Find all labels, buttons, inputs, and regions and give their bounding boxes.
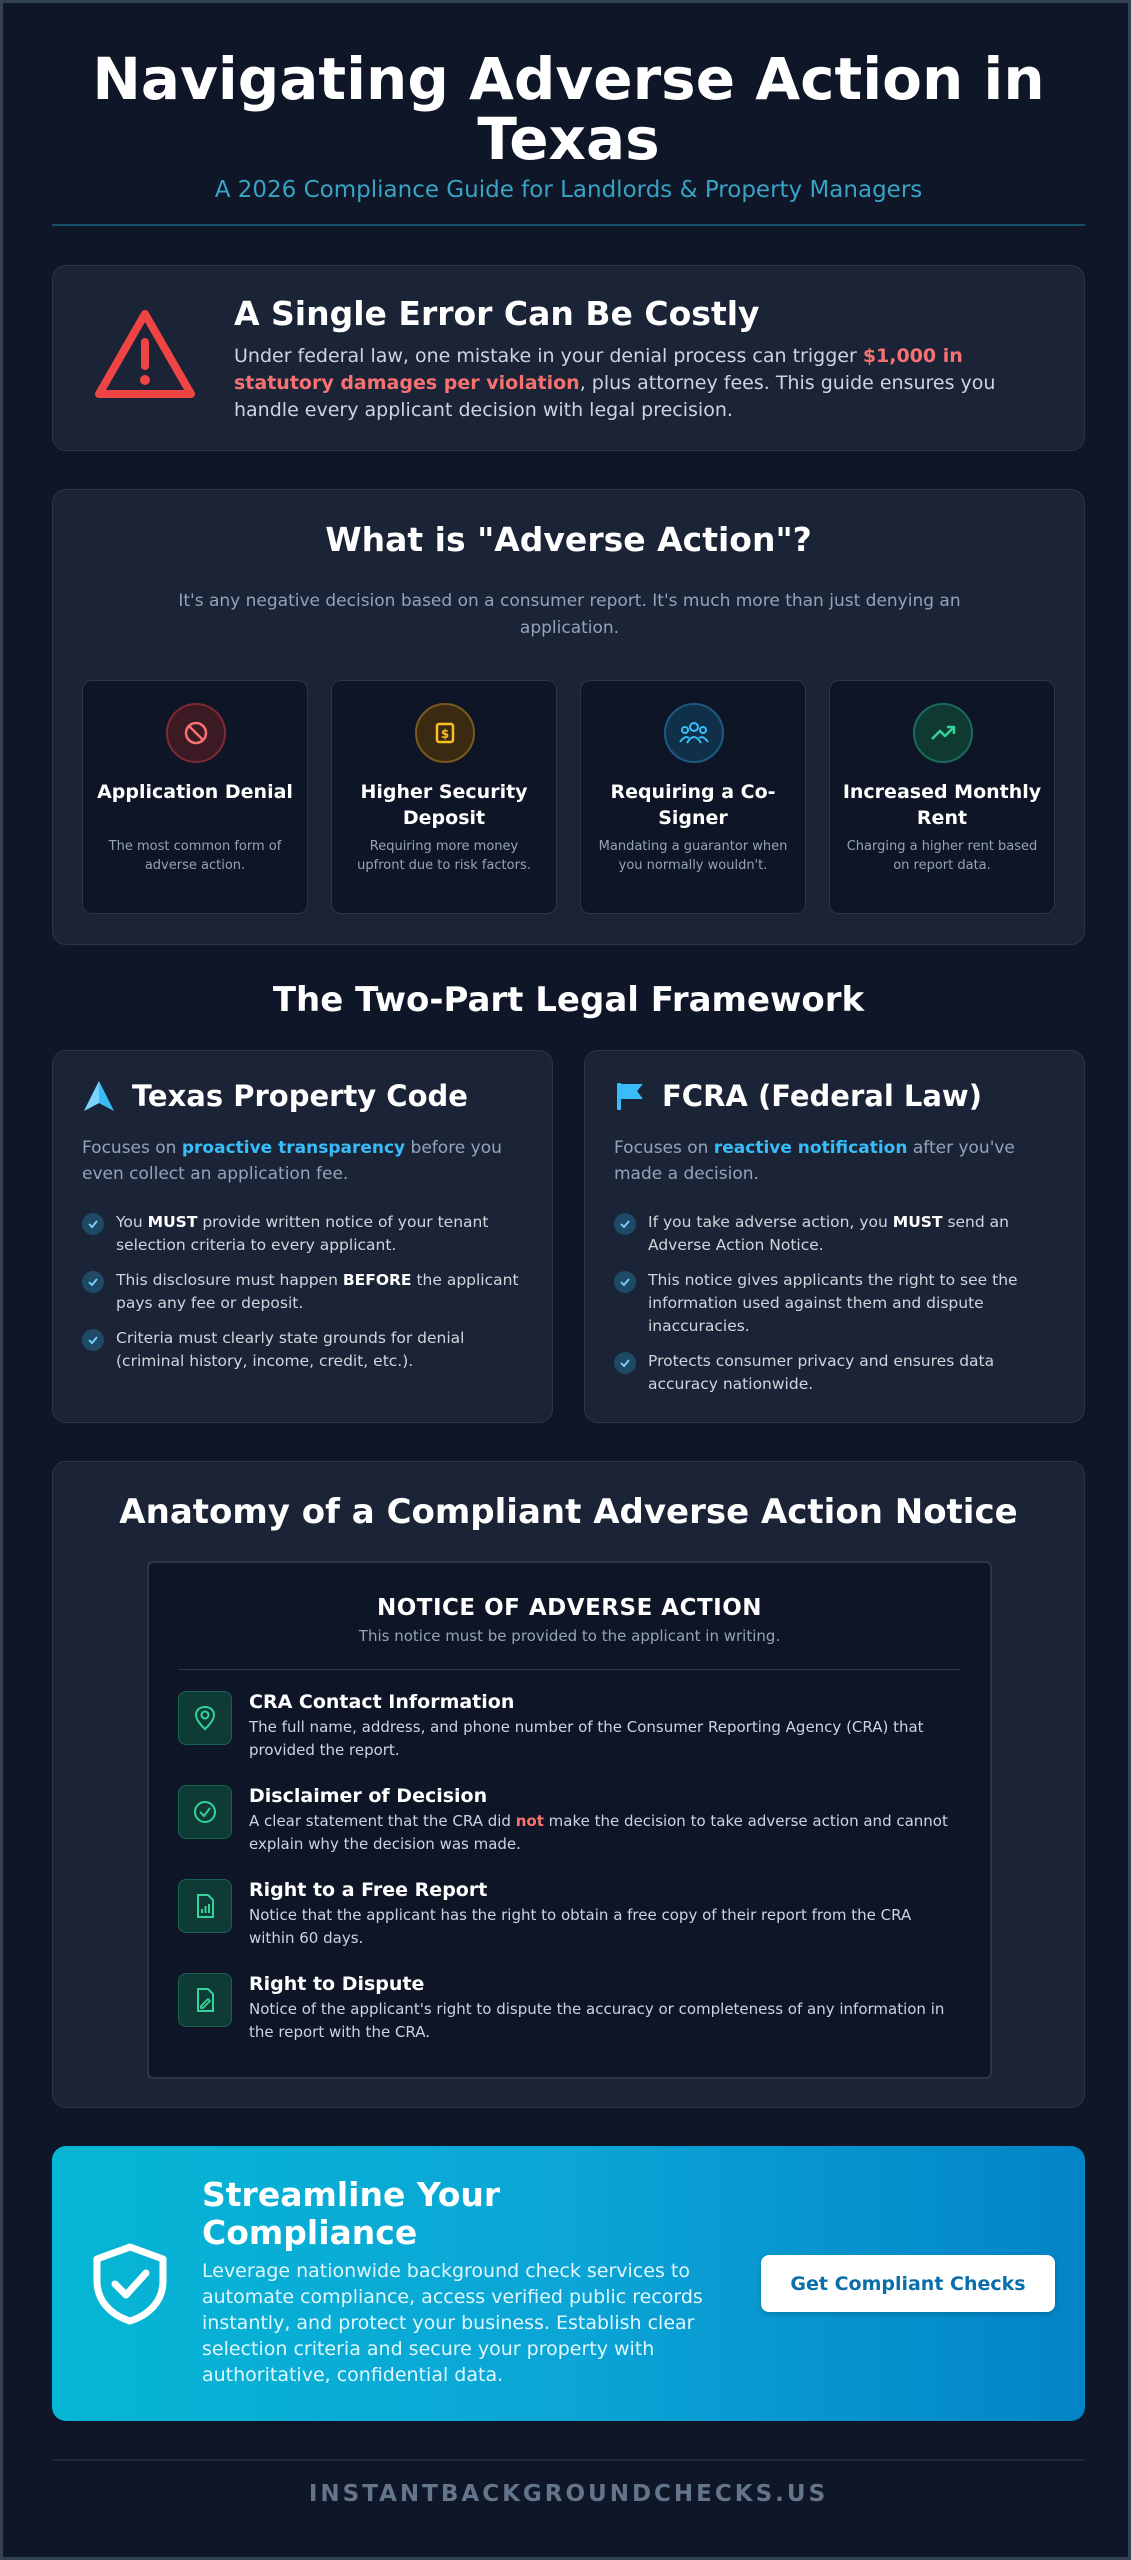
- warning-body: Under federal law, one mistake in your denial process can trigger $1,000 in statutory damages per violation, plus attorney fees. This guide ensures you handle every applicant decision with legal precision.: [234, 345, 996, 421]
- ban-icon: [166, 703, 226, 763]
- notice-item-free-report: [178, 1879, 958, 1950]
- adverse-item-desc: Charging a higher rent based on report data.: [846, 839, 1038, 873]
- check-icon: [82, 1213, 104, 1235]
- header-divider: [52, 224, 1085, 226]
- check-icon: [614, 1352, 636, 1374]
- report-chart-icon: [178, 1879, 232, 1933]
- fcra-bullet: This notice gives applicants the right to see the information used against them and dispute inaccuracies.: [614, 1269, 1059, 1338]
- adverse-item-denial: [82, 680, 308, 914]
- document-edit-icon: [178, 1973, 232, 2027]
- check-icon: [614, 1271, 636, 1293]
- svg-text:$: $: [440, 727, 450, 741]
- notice-item-title: CRA Contact Information: [249, 1691, 515, 1713]
- notice-item-cra-contact: [178, 1691, 958, 1762]
- notice-item-title: Right to Dispute: [249, 1973, 425, 1995]
- texas-bullet: This disclosure must happen BEFORE the applicant pays any fee or deposit.: [82, 1269, 527, 1315]
- cta-banner: [52, 2146, 1085, 2421]
- notice-item-title: Disclaimer of Decision: [249, 1785, 488, 1807]
- notice-item-title: Right to a Free Report: [249, 1879, 488, 1901]
- footer-divider: [52, 2459, 1085, 2461]
- notice-item-desc: The full name, address, and phone number of the Consumer Reporting Agency (CRA) that provided the report.: [249, 1718, 924, 1759]
- notice-item-desc: A clear statement that the CRA did not make the decision to take adverse action and cannot explain why the decision was made.: [249, 1812, 948, 1853]
- anatomy-title: Anatomy of a Compliant Adverse Action Notice: [119, 1492, 1018, 1532]
- fcra-card: [584, 1050, 1085, 1423]
- adverse-item-title: Higher Security Deposit: [360, 781, 528, 829]
- adverse-action-card: [52, 489, 1085, 945]
- texas-arrow-icon: [82, 1079, 116, 1113]
- notice-item-disclaimer: [178, 1785, 958, 1856]
- framework-title: The Two-Part Legal Framework: [272, 980, 865, 1020]
- fcra-title: FCRA (Federal Law): [662, 1079, 982, 1113]
- fcra-bullet: If you take adverse action, you MUST send an Adverse Action Notice.: [614, 1211, 1059, 1257]
- notice-divider: [178, 1669, 961, 1670]
- location-pin-icon: [178, 1691, 232, 1745]
- footer-domain[interactable]: INSTANTBACKGROUNDCHECKS.US: [308, 2481, 829, 2507]
- notice-title: NOTICE OF ADVERSE ACTION: [376, 1595, 763, 1621]
- check-icon: [614, 1213, 636, 1235]
- fcra-description: Focuses on reactive notification after you've made a decision.: [614, 1138, 1015, 1184]
- adverse-item-rent: [829, 680, 1055, 914]
- notice-item-desc: Notice that the applicant has the right to obtain a free copy of their report from the CRA within 60 days.: [249, 1906, 912, 1947]
- texas-bullet: You MUST provide written notice of your tenant selection criteria to every applicant.: [82, 1211, 527, 1257]
- check-circle-icon: [178, 1785, 232, 1839]
- cta-title: Streamline Your Compliance: [202, 2175, 501, 2252]
- texas-bullet: Criteria must clearly state grounds for denial (criminal history, income, credit, etc.).: [82, 1327, 527, 1373]
- adverse-action-title: What is "Adverse Action"?: [325, 520, 812, 559]
- adverse-action-description: It's any negative decision based on a consumer report. It's much more than just denying an application.: [178, 591, 961, 638]
- notice-document: [147, 1561, 992, 2079]
- adverse-item-cosigner: [580, 680, 806, 914]
- adverse-item-title: Application Denial: [97, 781, 293, 803]
- get-compliant-checks-button[interactable]: Get Compliant Checks: [761, 2255, 1055, 2312]
- adverse-item-desc: The most common form of adverse action.: [108, 839, 282, 873]
- adverse-item-title: Increased Monthly Rent: [842, 781, 1042, 829]
- notice-subtitle: This notice must be provided to the applicant in writing.: [358, 1627, 781, 1645]
- adverse-item-desc: Requiring more money upfront due to risk factors.: [357, 839, 531, 873]
- cta-description: Leverage nationwide background check services to automate compliance, access verified public records instantly, and protect your business. Establish clear selection criteria and secure your property with authoritative, confidential data.: [202, 2260, 703, 2386]
- adverse-item-desc: Mandating a guarantor when you normally wouldn't.: [598, 839, 788, 873]
- warning-title: A Single Error Can Be Costly: [234, 294, 760, 333]
- warning-card: [52, 265, 1085, 451]
- page-subtitle: A 2026 Compliance Guide for Landlords & Property Managers: [214, 177, 923, 203]
- page-header: [52, 45, 1085, 203]
- fcra-bullet: Protects consumer privacy and ensures data accuracy nationwide.: [614, 1350, 1059, 1396]
- texas-description: Focuses on proactive transparency before you even collect an application fee.: [82, 1138, 502, 1184]
- texas-property-code-card: [52, 1050, 553, 1423]
- users-icon: [664, 703, 724, 763]
- adverse-item-title: Requiring a Co-Signer: [610, 781, 776, 829]
- check-icon: [82, 1271, 104, 1293]
- trend-up-icon: [913, 703, 973, 763]
- texas-title: Texas Property Code: [132, 1079, 468, 1113]
- page-title: Navigating Adverse Action in Texas: [92, 45, 1045, 173]
- notice-item-desc: Notice of the applicant's right to dispute the accuracy or completeness of any information in the report with the CRA.: [249, 2000, 945, 2041]
- anatomy-card: [52, 1461, 1085, 2108]
- flag-icon: [614, 1080, 646, 1112]
- shield-check-icon: [87, 2241, 173, 2327]
- warning-triangle-icon: [93, 306, 197, 402]
- notice-item-dispute: [178, 1973, 958, 2044]
- statutory-damages-highlight: $1,000 in statutory damages per violation: [234, 345, 963, 394]
- adverse-item-deposit: [331, 680, 557, 914]
- check-icon: [82, 1329, 104, 1351]
- money-icon: [415, 703, 475, 763]
